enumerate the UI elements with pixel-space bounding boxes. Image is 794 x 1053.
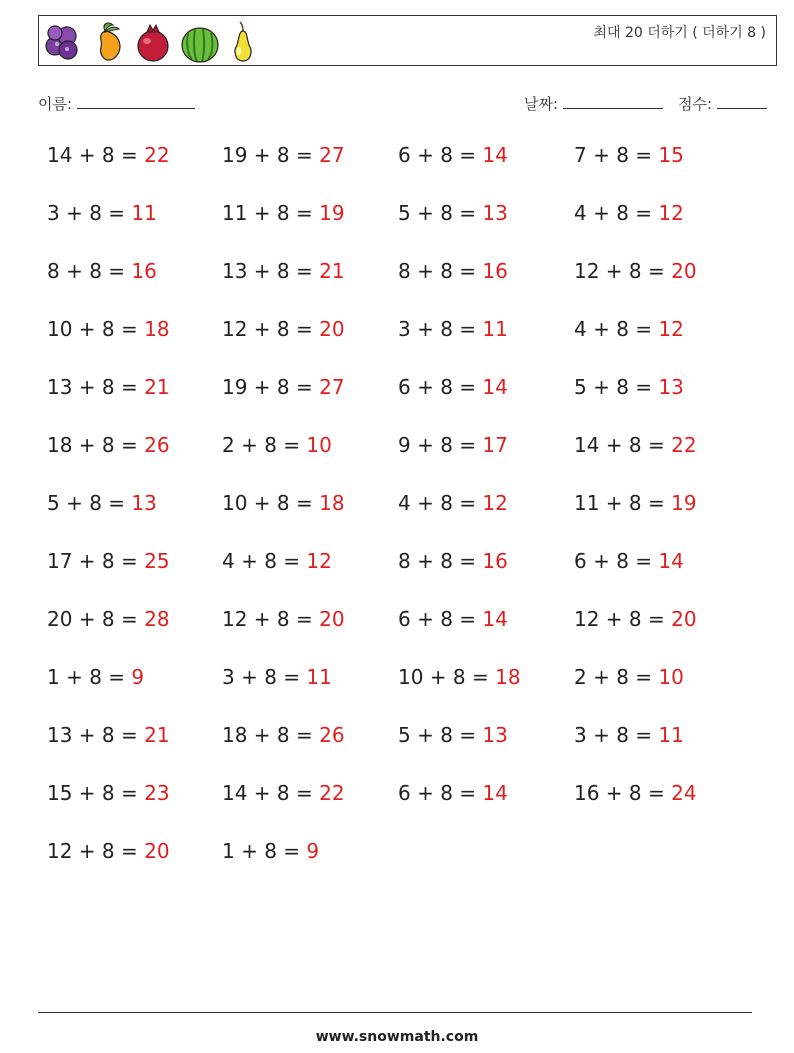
problem-question: 13 + 8 = <box>222 259 320 283</box>
problem-question: 3 + 8 = <box>222 665 307 689</box>
problem-answer: 13 <box>482 723 508 747</box>
problem-question: 8 + 8 = <box>47 259 132 283</box>
problem-item <box>574 723 684 747</box>
problem-item <box>398 433 508 457</box>
problem-row <box>47 781 767 839</box>
name-blank[interactable] <box>77 94 195 109</box>
problem-answer: 27 <box>319 143 345 167</box>
problem-answer: 10 <box>658 665 684 689</box>
problem-row <box>47 607 767 665</box>
problem-answer: 12 <box>658 317 684 341</box>
problem-question: 6 + 8 = <box>574 549 659 573</box>
problem-item <box>222 839 319 863</box>
problem-question: 11 + 8 = <box>222 201 320 225</box>
header-box <box>38 15 777 66</box>
problem-question: 12 + 8 = <box>222 607 320 631</box>
problem-item <box>398 781 508 805</box>
problem-item <box>574 317 684 341</box>
problem-answer: 18 <box>495 665 521 689</box>
problem-row <box>47 317 767 375</box>
name-field[interactable] <box>38 93 195 114</box>
problem-item <box>398 317 508 341</box>
problem-answer: 22 <box>319 781 345 805</box>
problem-question: 9 + 8 = <box>398 433 483 457</box>
problem-answer: 24 <box>671 781 697 805</box>
fruit-icons <box>43 19 273 63</box>
problem-answer: 26 <box>319 723 345 747</box>
problem-question: 3 + 8 = <box>574 723 659 747</box>
problem-item <box>574 665 684 689</box>
problem-row <box>47 201 767 259</box>
problem-answer: 21 <box>144 375 170 399</box>
problem-question: 6 + 8 = <box>398 607 483 631</box>
problem-item <box>47 839 170 863</box>
problem-answer: 20 <box>671 607 697 631</box>
problem-item <box>574 375 684 399</box>
problem-answer: 15 <box>658 143 684 167</box>
problem-question: 14 + 8 = <box>47 143 145 167</box>
mango-icon <box>101 23 120 60</box>
problem-item <box>574 549 684 573</box>
problem-question: 12 + 8 = <box>47 839 145 863</box>
problem-item <box>574 607 697 631</box>
problem-answer: 11 <box>306 665 332 689</box>
problem-question: 6 + 8 = <box>398 375 483 399</box>
problem-answer: 9 <box>306 839 320 863</box>
problem-item <box>398 143 508 167</box>
problem-question: 10 + 8 = <box>222 491 320 515</box>
problem-question: 3 + 8 = <box>398 317 483 341</box>
problem-answer: 28 <box>144 607 170 631</box>
problem-row <box>47 839 767 897</box>
problem-answer: 14 <box>658 549 684 573</box>
problem-answer: 14 <box>482 143 508 167</box>
problem-row <box>47 665 767 723</box>
problem-item <box>574 259 697 283</box>
problem-item <box>47 723 170 747</box>
pear-icon <box>235 22 251 61</box>
date-field[interactable] <box>524 93 663 114</box>
name-label: 이름: <box>38 95 73 113</box>
problem-question: 5 + 8 = <box>47 491 132 515</box>
problem-row <box>47 143 767 201</box>
problem-item <box>47 375 170 399</box>
problem-item <box>574 781 697 805</box>
problem-row <box>47 259 767 317</box>
problem-question: 4 + 8 = <box>574 201 659 225</box>
problem-item <box>222 607 345 631</box>
problem-item <box>574 143 684 167</box>
problem-answer: 12 <box>306 549 332 573</box>
date-label: 날짜: <box>524 95 559 113</box>
problem-answer: 17 <box>482 433 508 457</box>
problem-item <box>222 549 332 573</box>
problem-answer: 16 <box>482 549 508 573</box>
problem-answer: 20 <box>671 259 697 283</box>
date-blank[interactable] <box>563 94 663 109</box>
problem-answer: 14 <box>482 607 508 631</box>
problem-item <box>47 201 157 225</box>
problem-question: 18 + 8 = <box>222 723 320 747</box>
problem-item <box>222 723 345 747</box>
problem-answer: 11 <box>482 317 508 341</box>
problem-answer: 19 <box>671 491 697 515</box>
problem-item <box>398 723 508 747</box>
pomegranate-icon <box>138 25 168 61</box>
problem-item <box>222 259 345 283</box>
problem-question: 1 + 8 = <box>222 839 307 863</box>
problem-item <box>574 201 684 225</box>
problem-item <box>222 781 345 805</box>
problem-item <box>47 317 170 341</box>
problem-question: 8 + 8 = <box>398 549 483 573</box>
problem-question: 16 + 8 = <box>574 781 672 805</box>
problem-question: 15 + 8 = <box>47 781 145 805</box>
problem-question: 13 + 8 = <box>47 375 145 399</box>
score-label: 점수: <box>678 95 713 113</box>
problem-question: 17 + 8 = <box>47 549 145 573</box>
problem-question: 7 + 8 = <box>574 143 659 167</box>
score-field[interactable] <box>678 93 767 114</box>
problem-answer: 18 <box>144 317 170 341</box>
problem-question: 1 + 8 = <box>47 665 132 689</box>
problem-question: 6 + 8 = <box>398 143 483 167</box>
problem-answer: 13 <box>482 201 508 225</box>
problem-answer: 16 <box>131 259 157 283</box>
problem-question: 8 + 8 = <box>398 259 483 283</box>
problem-question: 19 + 8 = <box>222 375 320 399</box>
problem-answer: 19 <box>319 201 345 225</box>
problem-item <box>222 201 345 225</box>
problem-row <box>47 433 767 491</box>
problem-question: 3 + 8 = <box>47 201 132 225</box>
problem-answer: 12 <box>658 201 684 225</box>
problem-item <box>47 665 144 689</box>
problem-item <box>222 143 345 167</box>
problem-answer: 12 <box>482 491 508 515</box>
problem-row <box>47 549 767 607</box>
problem-item <box>398 665 521 689</box>
problem-answer: 14 <box>482 781 508 805</box>
problem-question: 14 + 8 = <box>574 433 672 457</box>
problem-item <box>222 665 332 689</box>
problem-answer: 23 <box>144 781 170 805</box>
problem-item <box>222 433 332 457</box>
problem-item <box>398 607 508 631</box>
watermelon-icon <box>182 28 218 62</box>
problem-question: 20 + 8 = <box>47 607 145 631</box>
problem-item <box>398 549 508 573</box>
problem-answer: 18 <box>319 491 345 515</box>
problem-answer: 11 <box>131 201 157 225</box>
problem-item <box>398 201 508 225</box>
problem-question: 18 + 8 = <box>47 433 145 457</box>
problem-row <box>47 375 767 433</box>
problem-answer: 20 <box>144 839 170 863</box>
problem-answer: 22 <box>671 433 697 457</box>
problem-answer: 11 <box>658 723 684 747</box>
problem-item <box>47 607 170 631</box>
problem-answer: 13 <box>131 491 157 515</box>
problem-question: 2 + 8 = <box>574 665 659 689</box>
problem-answer: 10 <box>306 433 332 457</box>
problem-item <box>47 781 170 805</box>
problem-item <box>222 375 345 399</box>
problem-question: 12 + 8 = <box>574 607 672 631</box>
problem-grid <box>47 143 767 897</box>
problem-item <box>47 491 157 515</box>
problem-item <box>398 375 508 399</box>
problem-item <box>222 491 345 515</box>
problem-question: 13 + 8 = <box>47 723 145 747</box>
problem-item <box>47 433 170 457</box>
problem-item <box>47 549 170 573</box>
problem-answer: 21 <box>144 723 170 747</box>
problem-question: 2 + 8 = <box>222 433 307 457</box>
problem-answer: 21 <box>319 259 345 283</box>
problem-answer: 13 <box>658 375 684 399</box>
problem-row <box>47 491 767 549</box>
problem-question: 5 + 8 = <box>574 375 659 399</box>
problem-answer: 20 <box>319 607 345 631</box>
problem-question: 10 + 8 = <box>47 317 145 341</box>
problem-row <box>47 723 767 781</box>
problem-question: 6 + 8 = <box>398 781 483 805</box>
problem-item <box>398 491 508 515</box>
problem-question: 12 + 8 = <box>574 259 672 283</box>
problem-question: 14 + 8 = <box>222 781 320 805</box>
problem-answer: 27 <box>319 375 345 399</box>
problem-question: 11 + 8 = <box>574 491 672 515</box>
problem-answer: 14 <box>482 375 508 399</box>
problem-item <box>222 317 345 341</box>
problem-item <box>574 433 697 457</box>
footer-divider <box>38 1012 752 1013</box>
problem-answer: 22 <box>144 143 170 167</box>
problem-question: 4 + 8 = <box>398 491 483 515</box>
problem-question: 4 + 8 = <box>574 317 659 341</box>
worksheet-title: 최대 20 더하기 ( 더하기 8 ) <box>593 25 766 41</box>
problem-answer: 16 <box>482 259 508 283</box>
problem-item <box>398 259 508 283</box>
problem-answer: 25 <box>144 549 170 573</box>
footer-url[interactable]: www.snowmath.com <box>315 1029 479 1045</box>
score-blank[interactable] <box>717 94 767 109</box>
problem-question: 12 + 8 = <box>222 317 320 341</box>
problem-item <box>47 259 157 283</box>
problem-question: 4 + 8 = <box>222 549 307 573</box>
problem-item <box>47 143 170 167</box>
problem-question: 5 + 8 = <box>398 201 483 225</box>
problem-question: 10 + 8 = <box>398 665 496 689</box>
grape-icon <box>46 26 77 59</box>
problem-answer: 20 <box>319 317 345 341</box>
problem-item <box>574 491 697 515</box>
problem-question: 5 + 8 = <box>398 723 483 747</box>
problem-question: 19 + 8 = <box>222 143 320 167</box>
problem-answer: 26 <box>144 433 170 457</box>
problem-answer: 9 <box>131 665 145 689</box>
